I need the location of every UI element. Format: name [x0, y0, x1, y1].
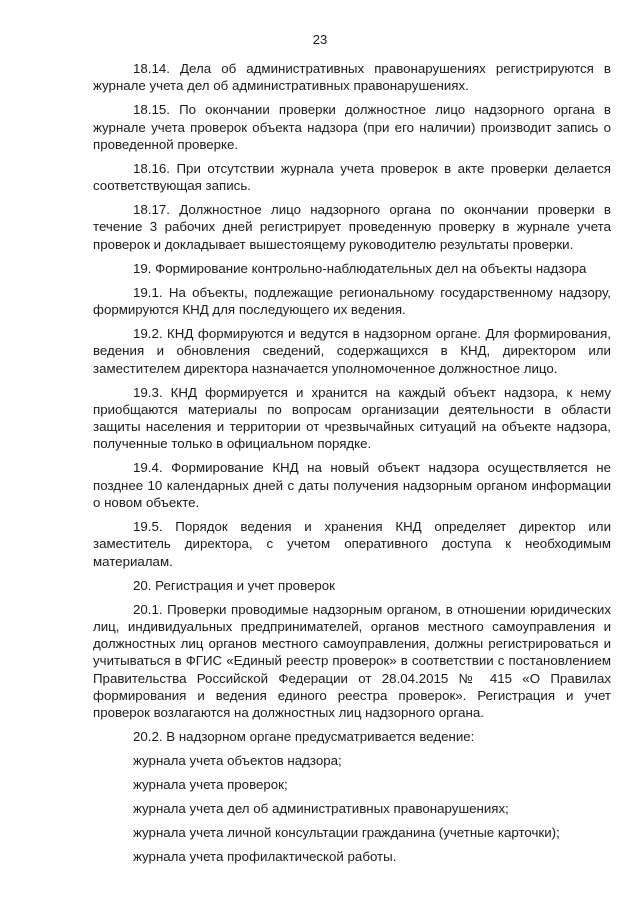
journal-list [93, 752, 611, 865]
section-heading-20: 20. Регистрация и учет проверок [133, 577, 335, 593]
paragraph-18-14: 18.14. Дела об административных правонарушениях регистрируются в журнале учета дел об административных правонарушениях. [93, 61, 611, 94]
page-number: 23 [312, 32, 328, 47]
paragraph-19-1: 19.1. На объекты, подлежащие региональному государственному надзору, формируются КНД для последующего их ведения. [93, 284, 611, 317]
paragraph-20-1: 20.1. Проверки проводимые надзорным органом, в отношении юридических лиц, индивидуальных предпринимателей, органов местного самоуправления и должностных лиц органов местного самоуправления, должны регистрироваться и учитываться в ФГИС «Единый реестр проверок» в соответствии с постановлением Правительства Российской Федерации от 28.04.2015 № 415 «О Правилах формирования и ведения единого реестра проверок». Регистрация и учет проверок возлагаются на должностных лиц надзорного органа. [93, 601, 611, 721]
paragraph-19-2: 19.2. КНД формируются и ведутся в надзорном органе. Для формирования, ведения и обновления сведений, содержащихся в КНД, директором или заместителем директора назначается уполномоченное должностное лицо. [93, 325, 611, 376]
list-item: журнала учета объектов надзора; [133, 753, 342, 769]
paragraph-19-4: 19.4. Формирование КНД на новый объект надзора осуществляется не позднее 10 календарных дней с даты получения надзорным органом информации о новом объекте. [93, 460, 611, 511]
paragraph-19-3: 19.3. КНД формируется и хранится на каждый объект надзора, к нему приобщаются материалы по вопросам организации деятельности в области защиты населения и территории от чрезвычайных ситуаций на объекте надзора, полученные только в официальном порядке. [93, 384, 611, 452]
list-item: журнала учета личной консультации гражданина (учетные карточки); [133, 825, 560, 841]
section-heading-19: 19. Формирование контрольно-наблюдательных дел на объекты надзора [133, 260, 587, 276]
list-item: журнала учета профилактической работы. [133, 849, 397, 865]
paragraph-18-16: 18.16. При отсутствии журнала учета проверок в акте проверки делается соответствующая запись. [93, 160, 611, 194]
document-body [93, 60, 611, 872]
paragraph-18-15: 18.15. По окончании проверки должностное лицо надзорного органа в журнале учета проверок объекта надзора (при его наличии) производит запись о проведенной проверке. [93, 102, 611, 152]
paragraph-19-5: 19.5. Порядок ведения и хранения КНД определяет директор или заместитель директора, с учетом оперативного доступа к необходимым материалам. [93, 519, 611, 569]
list-item: журнала учета проверок; [133, 777, 288, 793]
paragraph-18-17: 18.17. Должностное лицо надзорного органа по окончании проверки в течение 3 рабочих дней регистрирует проведенную проверку в журнале учета проверок и докладывает вышестоящему руководителю результаты проверки. [93, 202, 611, 252]
list-item: журнала учета дел об административных правонарушениях; [133, 801, 509, 817]
paragraph-20-2: 20.2. В надзорном органе предусматривается ведение: [133, 729, 475, 745]
